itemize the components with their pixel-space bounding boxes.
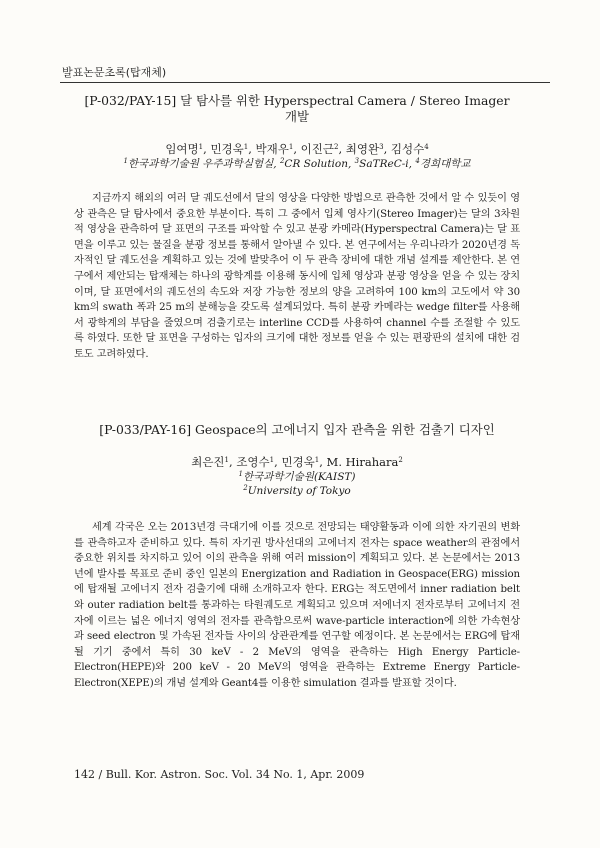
affiliation-mark: 3 (354, 157, 360, 165)
affiliation-name: University of Tokyo (247, 485, 351, 497)
author-affil-mark: 4 (424, 143, 429, 151)
affiliation-mark: 2 (279, 157, 285, 165)
author-affil-mark: 2 (398, 456, 403, 464)
affiliation-line (74, 484, 520, 498)
author-affil-mark: 1 (314, 456, 320, 464)
author-name: 조영수 (236, 455, 270, 469)
author-name: 최은진 (191, 455, 225, 469)
author-name: 김성수 (390, 142, 425, 156)
author-affil-mark: 1 (288, 143, 294, 151)
author-name: 민경욱 (210, 142, 244, 156)
header-rule (60, 82, 550, 83)
author-list: 임여명$^1$, 민경욱$^1$, 박재우$^1$, 이진근$^2$, 최영완$^3$, 김성수$^4$ (165, 142, 429, 156)
abstract-body: 세계 각국은 오는 2013년경 극대기에 이를 것으로 전망되는 태양활동과 이에 의한 자기권의 변화를 관측하고자 준비하고 있다. 특히 자기권 방사선대의 고에너지 전자는 space weather의 관점에서 중요한 위치를 차지하고 있어 이의 관측을 위해 여러 mission이 계획되고 있다. 본 논문에서는 2013년에 발사를 목표로 준비 중인 일본의 Energization and Radiation in Geospace(ERG) mission에 탑재될 고에너지 전자 검출기에 대해 소개하고자 한다. ERG는 적도면에서 inner radiation belt와 outer radiation belt를 통과하는 타원궤도로 계획되고 있으며 저에너지 전자로부터 고에너지 전자에 이르는 넓은 에너지 영역의 전자를 관측함으로써 wave-particle interaction에 의한 가속현상과 seed electron 및 가속된 전자들 사이의 상관관계를 연구할 예정이다. 본 논문에서는 ERG에 탑재될 기기 중에서 특히 30 keV - 2 MeV의 영역을 관측하는 High Energy Particle-Electron(HEPE)와 200 keV - 20 MeV의 영역을 관측하는 Extreme Energy Particle-Electron(XEPE)의 개념 설계와 Geant4를 이용한 simulation 결과를 발표할 것이다. (74, 522, 520, 689)
abstract-title (74, 422, 520, 438)
author-affil-mark: 1 (224, 456, 230, 464)
author-list: 최은진$^1$, 조영수$^1$, 민경욱$^1$, M. Hirahara$^2$ (191, 455, 403, 469)
abstract-title-line1: [P-032/PAY-15] 달 탐사를 위한 Hyperspectral Camera / Stereo Imager (84, 93, 510, 108)
affiliation-line (74, 470, 520, 484)
affiliation-name: 한국과학기술원(KAIST) (242, 471, 356, 483)
affiliation-name: 경희대학교 (419, 158, 471, 170)
abstract-body: 지금까지 해외의 여러 달 궤도선에서 달의 영상을 다양한 방법으로 관측한 것에서 알 수 있듯이 영상 관측은 달 탐사에서 중요한 부분이다. 특히 그 중에서 입체 영사기(Stereo Imager)는 달의 3차원적 영상을 관측하여 달 표면의 구조를 파악할 수 있고 분광 카메라(Hyperspectral Camera)는 달 표면을 이루고 있는 물질을 분광 정보를 통해서 알아낼 수 있다. 본 연구에서는 우리나라가 2020년경 독자적인 달 궤도선을 계획하고 있는 것에 발맞추어 이 두 관측 장비에 대한 개념 설계를 제안한다. 본 연구에서 제안되는 탑재체는 하나의 광학계를 이용해 동시에 입체 영상과 분광 영상을 얻을 수 있는 장치이며, 달 표면에서의 궤도선의 속도와 저장 가능한 정보의 양을 고려하여 100 km의 고도에서 약 30 km의 swath 폭과 25 m의 분해능을 갖도록 설계되었다. 특히 분광 카메라는 wedge filter를 사용해서 광학계의 부담을 줄였으며 검출기로는 interline CCD를 사용하여 channel 수를 조절할 수 있도록 하였다. 또한 달 표면을 구성하는 입자의 크기에 대한 정보를 얻을 수 있는 편광판의 설치에 대한 검토도 고려하였다. (74, 193, 520, 360)
abstract-title-line2: 개발 (285, 109, 309, 124)
affiliation-list: $^1$한국과학기술원 우주과학실험실, $^2$CR Solution, $^3$SaTReC-i, $^4$경희대학교 (123, 157, 471, 170)
affiliation-name: CR Solution (284, 158, 348, 170)
affiliation-mark: 1 (238, 470, 243, 478)
author-name: M. Hirahara (326, 455, 399, 469)
affiliation-mark: 1 (123, 157, 128, 165)
affiliation-name: 한국과학기술원 우주과학실험실 (127, 158, 274, 170)
affiliation-mark: 2 (243, 484, 248, 492)
author-name: 박재우 (255, 142, 289, 156)
abstract-title (74, 93, 520, 125)
author-affil-mark: 1 (198, 143, 204, 151)
author-name: 임여명 (165, 142, 199, 156)
affiliation-mark: 4 (415, 157, 420, 165)
author-name: 최영완 (345, 142, 380, 156)
abstract-p032 (74, 93, 520, 373)
author-name: 이진근 (300, 142, 334, 156)
author-affil-mark: 3 (379, 143, 384, 151)
abstract-p033 (74, 422, 520, 702)
author-affil-mark: 1 (269, 456, 275, 464)
abstract-title-line1: [P-033/PAY-16] Geospace의 고에너지 입자 관측을 위한 검출기 디자인 (99, 422, 495, 437)
page-footer-citation: 142 / Bull. Kor. Astron. Soc. Vol. 34 No. 1, Apr. 2009 (74, 768, 365, 781)
author-name: 민경욱 (281, 455, 315, 469)
affiliation-name: SaTReC-i (359, 158, 409, 170)
author-affil-mark: 1 (243, 143, 249, 151)
author-affil-mark: 2 (333, 143, 339, 151)
running-header: 발표논문초록(탑재체) (62, 66, 167, 79)
